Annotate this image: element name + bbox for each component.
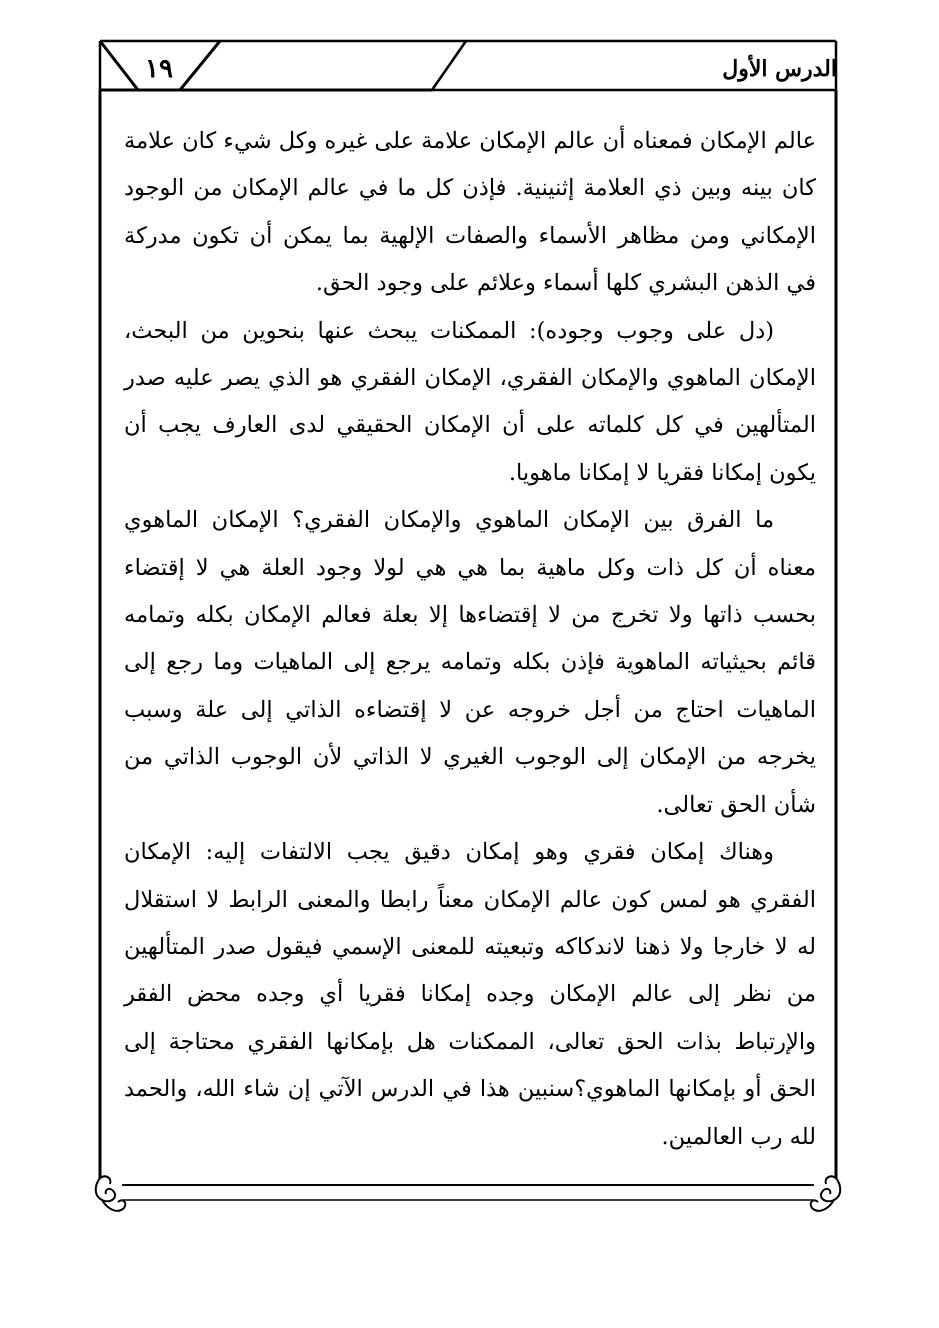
paragraph: عالم الإمكان فمعناه أن عالم الإمكان علامة على غيره وكل شيء كان علامة كان بينه وبين ذي العلامة إثنينية. فإذن كل ما في عالم الإمكان من الوجود الإمكاني ومن مظاهر الأسماء والصفات الإلهية بما يمكن أن تكون مدركة في الذهن البشري كلها أسماء وعلائم على وجود الحق. <box>124 128 816 297</box>
page-number: ١٩ <box>145 54 173 84</box>
paragraph: (دل على وجوب وجوده): الممكنات يبحث عنها بنحوين من البحث، الإمكان الماهوي والإمكان الفقري، الإمكان الفقري هو الذي يصر عليه صدر المتألهين في كل كلماته على أن الإمكان الحقيقي لدى العارف يجب أن يكون إمكانا فقريا لا إمكانا ماهويا. <box>124 317 816 486</box>
running-title: الدرس الأول <box>722 56 837 82</box>
right-corner-ornament <box>811 1176 841 1210</box>
paragraph: ما الفرق بين الإمكان الماهوي والإمكان الفقري؟ الإمكان الماهوي معناه أن كل ذات وكل ماهية بما هي هي لولا وجود العلة هي لا إقتضاء بحسب ذاتها ولا تخرج من لا إقتضاءها إلا بعلة فعالم الإمكان بكله وتمامه قائم بحيثياته الماهوية فإذن بكله وتمامه يرجع إلى الماهيات وما رجع إلى الماهيات احتاج من أجل خروجه عن لا إقتضاءه الذاتي إلى علة وسبب يخرجه من الإمكان إلى الوجوب الغيري لا الذاتي لأن الوجوب الذاتي من شأن الحق تعالى. <box>124 507 816 818</box>
paragraph: وهناك إمكان فقري وهو إمكان دقيق يجب الالتفات إليه: الإمكان الفقري هو لمس كون عالم الإمكان معناً رابطا والمعنى الرابط لا استقلال له لا خارجا ولا ذهنا لاندكاكه وتبعيته للمعنى الإسمي فيقول صدر المتألهين من نظر إلى عالم الإمكان وجده إمكانا فقريا أي وجده محض الفقر والإرتباط بذات الحق تعالى، الممكنات هل بإمكانها الفقري محتاجة إلى الحق أو بإمكانها الماهوي؟سنبين هذا في الدرس الآتي إن شاء الله، والحمد لله رب العالمين. <box>124 839 816 1150</box>
left-corner-ornament <box>96 1176 126 1210</box>
body-text <box>124 118 816 1161</box>
